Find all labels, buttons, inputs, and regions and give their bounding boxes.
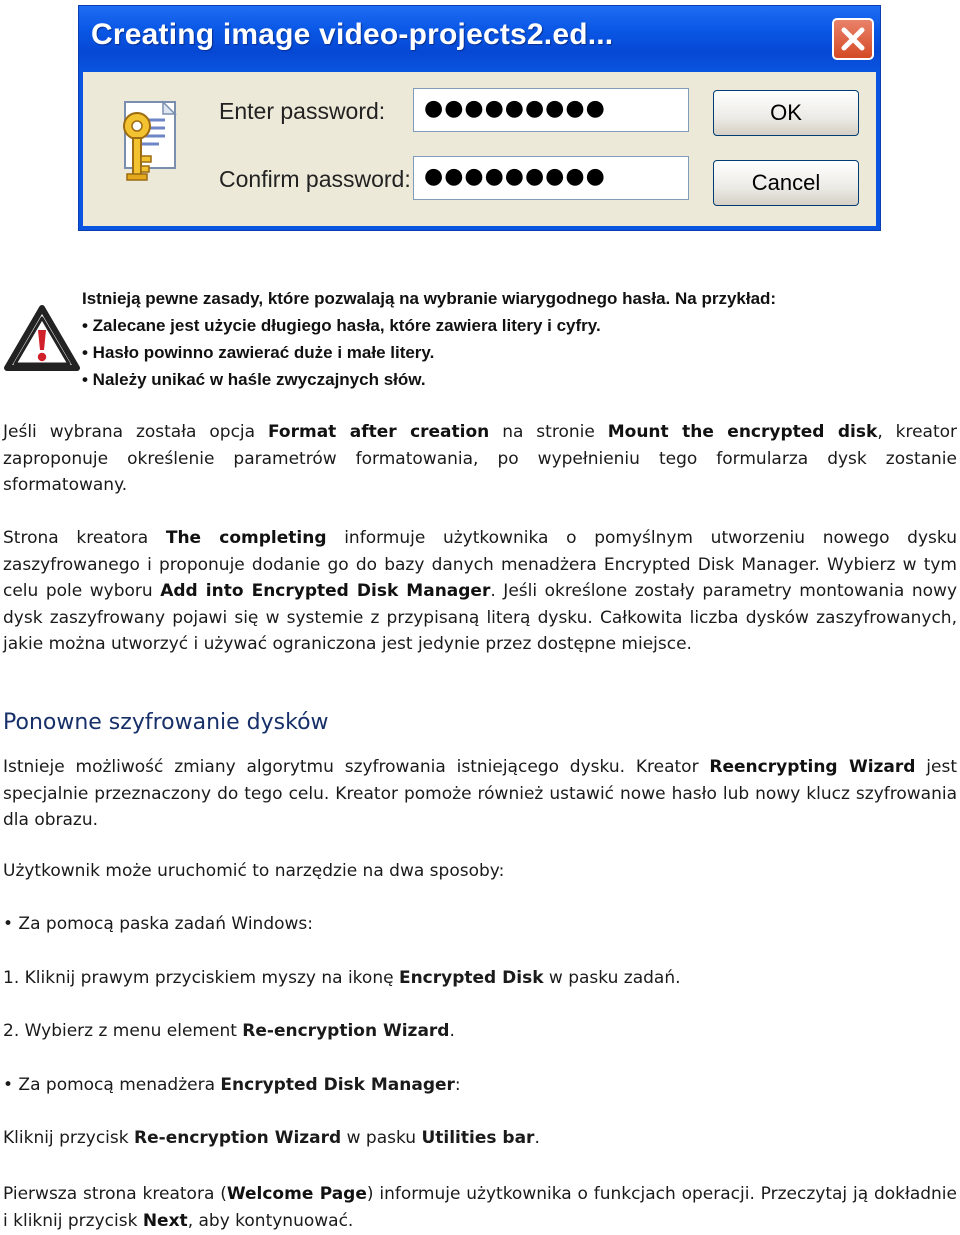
confirm-password-field[interactable]: ●●●●●●●●● <box>413 156 689 200</box>
note-intro: Istnieją pewne zasady, które pozwalają na wybranie wiarygodnego hasła. Na przykład: <box>82 289 777 308</box>
confirm-password-label: Confirm password: <box>219 166 411 192</box>
click-line: Kliknij przycisk Re-encryption Wizard w pasku Utilities bar. <box>3 1128 540 1148</box>
note-item: • Hasło powinno zawierać duże i małe litery. <box>82 343 435 362</box>
paragraph-reencrypt: Istnieje możliwość zmiany algorytmu szyfrowania istniejącego dysku. Kreator Reencrypting Wizard jest specjalnie przeznaczony do tego celu. Kreator pomoże również ustawić nowe hasło lub nowy klucz szyfrowania dla obrazu. <box>3 757 957 831</box>
warning-icon <box>3 304 81 372</box>
note-item: • Zalecane jest użycie długiego hasła, które zawiera litery i cyfry. <box>82 316 601 335</box>
ways-line: Użytkownik może uruchomić to narzędzie na dwa sposoby: <box>3 861 505 881</box>
step-2: 2. Wybierz z menu element Re-encryption Wizard. <box>3 1021 455 1041</box>
dialog-title-bar[interactable] <box>79 6 880 72</box>
key-document-icon <box>115 96 185 186</box>
paragraph-welcome: Pierwsza strona kreatora (Welcome Page) informuje użytkownika o funkcjach operacji. Przeczytaj ją dokładnie i kliknij przycisk Next, aby kontynuować. <box>3 1184 957 1231</box>
password-dialog <box>78 5 881 231</box>
enter-password-field[interactable]: ●●●●●●●●● <box>413 88 689 132</box>
cancel-button[interactable]: Cancel <box>713 160 859 206</box>
dialog-body <box>83 72 876 226</box>
note-item: • Należy unikać w haśle zwyczajnych słów. <box>82 370 426 389</box>
taskbar-line: • Za pomocą paska zadań Windows: <box>3 914 313 934</box>
enter-password-label: Enter password: <box>219 98 386 124</box>
step-1: 1. Kliknij prawym przyciskiem myszy na ikonę Encrypted Disk w pasku zadań. <box>3 968 681 988</box>
close-icon[interactable] <box>832 18 874 60</box>
paragraph-completing: Strona kreatora The completing informuje użytkownika o pomyślnym utworzeniu nowego dysku zaszyfrowanego i proponuje dodanie go do bazy danych menadżera Encrypted Disk Manager. Wybierz w tym celu pole wyboru Add into Encrypted Disk Manager. Jeśli określone zostały parametry montowania nowy dysk zaszyfrowany pojawi się w systemie z przypisaną literą dysku. Całkowita liczba dysków zaszyfrowanych, jakie można utworzyć i używać ograniczona jest jedynie przez dostępne miejsce. <box>3 528 958 655</box>
paragraph-format: Jeśli wybrana została opcja Format after creation na stronie Mount the encrypted disk, kreator zaproponuje określenie parametrów formatowania, po wypełnieniu tego formularza dysk zostanie sformatowany. <box>3 422 958 496</box>
dialog-title: Creating image video-projects2.ed... <box>91 18 614 51</box>
section-heading: Ponowne szyfrowanie dysków <box>3 710 329 735</box>
manager-line: • Za pomocą menadżera Encrypted Disk Manager: <box>3 1075 461 1095</box>
ok-button[interactable]: OK <box>713 90 859 136</box>
